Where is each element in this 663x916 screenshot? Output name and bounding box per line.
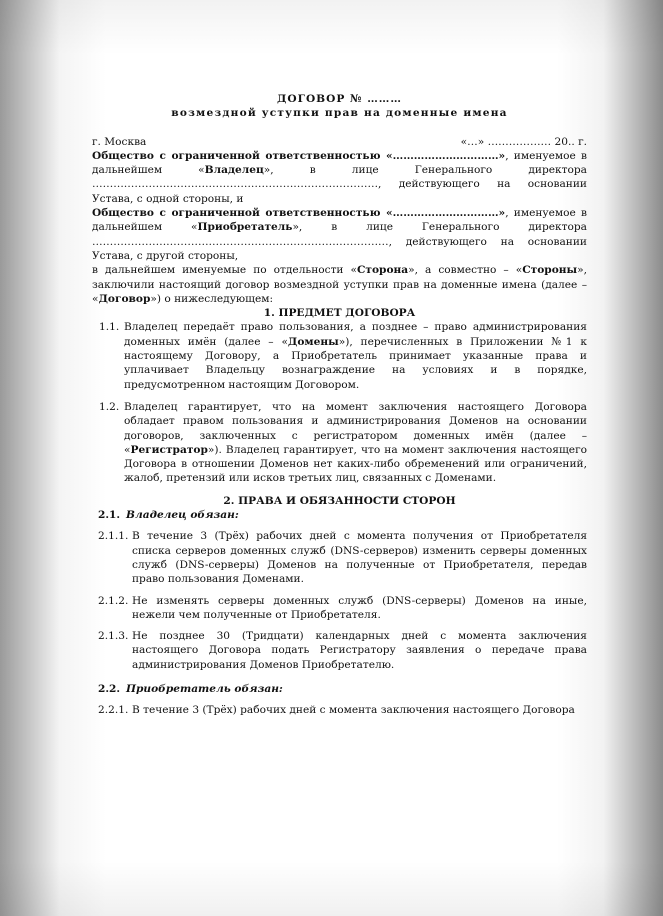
owner-org: Общество с ограниченной ответственностью «…………………………» bbox=[92, 149, 506, 162]
contract-subtitle: возмездной уступки прав на доменные имена bbox=[171, 107, 508, 120]
clause-text: В течение 3 (Трёх) рабочих дней с момента получения от Приобретателя списка серверов доменных служб (DNS-серверов) изменить серверы доменных служб (DNS-серверы) Доменов на полученные от Приобретателя, передав право пользования Доменами. bbox=[132, 530, 587, 586]
city-date-line bbox=[92, 135, 587, 149]
subsection-label: Владелец обязан: bbox=[126, 509, 239, 522]
section-title-subject: 1. ПРЕДМЕТ ДОГОВОРА bbox=[263, 307, 416, 320]
clause-text: Владелец передаёт право пользования, а позднее – право администрирования доменных имён (далее – «Домены»), перечисленных в Приложении №1 к настоящему Договору, а Приобретатель принимает указанные права и уплачивает Владельцу вознаграждение на условиях и в порядке, предусмотренном настоящим Договором. bbox=[124, 321, 587, 391]
party-buyer: Общество с ограниченной ответственностью «…………………………», именуемое в дальнейшем «Приобретатель», в лице Генерального директора …………………………………………………………………………, действующего на основании Устава, с другой стороны, bbox=[92, 207, 588, 262]
clause-2-1-3 bbox=[92, 629, 587, 672]
subsection-2-1 bbox=[92, 508, 587, 522]
clause-number: 2.1.3. bbox=[98, 630, 129, 643]
clause-text: Владелец гарантирует, что на момент заключения настоящего Договора обладает правом пользования и администрирования Доменов на основании договоров, заключенных с регистратором доменных имён (далее – «Регистратор»). Владелец гарантирует, что на момент заключения настоящего Договора в отношении Доменов нет каких-либо обременений или ограничений, жалоб, претензий или исков третьих лиц, связанных с Доменами. bbox=[124, 400, 587, 485]
contract-body bbox=[92, 92, 587, 725]
subsection-2-2 bbox=[92, 682, 587, 696]
buyer-role: Приобретатель bbox=[197, 221, 293, 234]
clause-number: 2.1.1. bbox=[98, 530, 129, 543]
section-title-rights: 2. ПРАВА И ОБЯЗАННОСТИ СТОРОН bbox=[223, 494, 456, 507]
city: г. Москва bbox=[92, 135, 147, 148]
clause-2-1-1 bbox=[92, 529, 587, 586]
clause-1-1 bbox=[92, 320, 587, 391]
clause-text: В течение 3 (Трёх) рабочих дней с момента заключения настоящего Договора bbox=[132, 704, 575, 717]
clause-number: 1.2. bbox=[99, 400, 120, 413]
parties-intro: в дальнейшем именуемые по отдельности «Сторона», а совместно – «Стороны», заключили настоящий договор возмездной уступки прав на доменные имена (далее – «Договор») о нижеследующем: bbox=[92, 264, 587, 305]
subsection-label: Приобретатель обязан: bbox=[126, 682, 283, 695]
buyer-org: Общество с ограниченной ответственностью «…………………………» bbox=[92, 207, 506, 220]
owner-role: Владелец bbox=[204, 164, 264, 177]
clause-number: 2.2.1. bbox=[98, 704, 129, 717]
clause-2-1-2 bbox=[92, 594, 587, 623]
subsection-number: 2.2. bbox=[98, 682, 121, 695]
clause-1-2 bbox=[92, 400, 587, 486]
clause-text: Не позднее 30 (Тридцати) календарных дней с момента заключения настоящего Договора подать Регистратору заявления о передаче права администрирования Доменов Приобретателю. bbox=[132, 630, 587, 671]
clause-text: Не изменять серверы доменных служб (DNS-серверы) Доменов на иные, нежели чем полученные от Приобретателя. bbox=[132, 594, 587, 621]
party-owner: Общество с ограниченной ответственностью «…………………………», именуемое в дальнейшем «Владелец», в лице Генерального директора ………………………………………………………………………, действующего на основании Устава, с одной стороны, и bbox=[92, 149, 587, 205]
clause-2-2-1 bbox=[92, 703, 587, 717]
clause-number: 2.1.2. bbox=[98, 594, 129, 607]
contract-title: ДОГОВОР № ……… bbox=[276, 93, 402, 105]
subsection-number: 2.1. bbox=[98, 509, 121, 522]
clause-number: 1.1. bbox=[99, 321, 120, 334]
contract-date: «…» ……………… 20.. г. bbox=[460, 135, 587, 148]
